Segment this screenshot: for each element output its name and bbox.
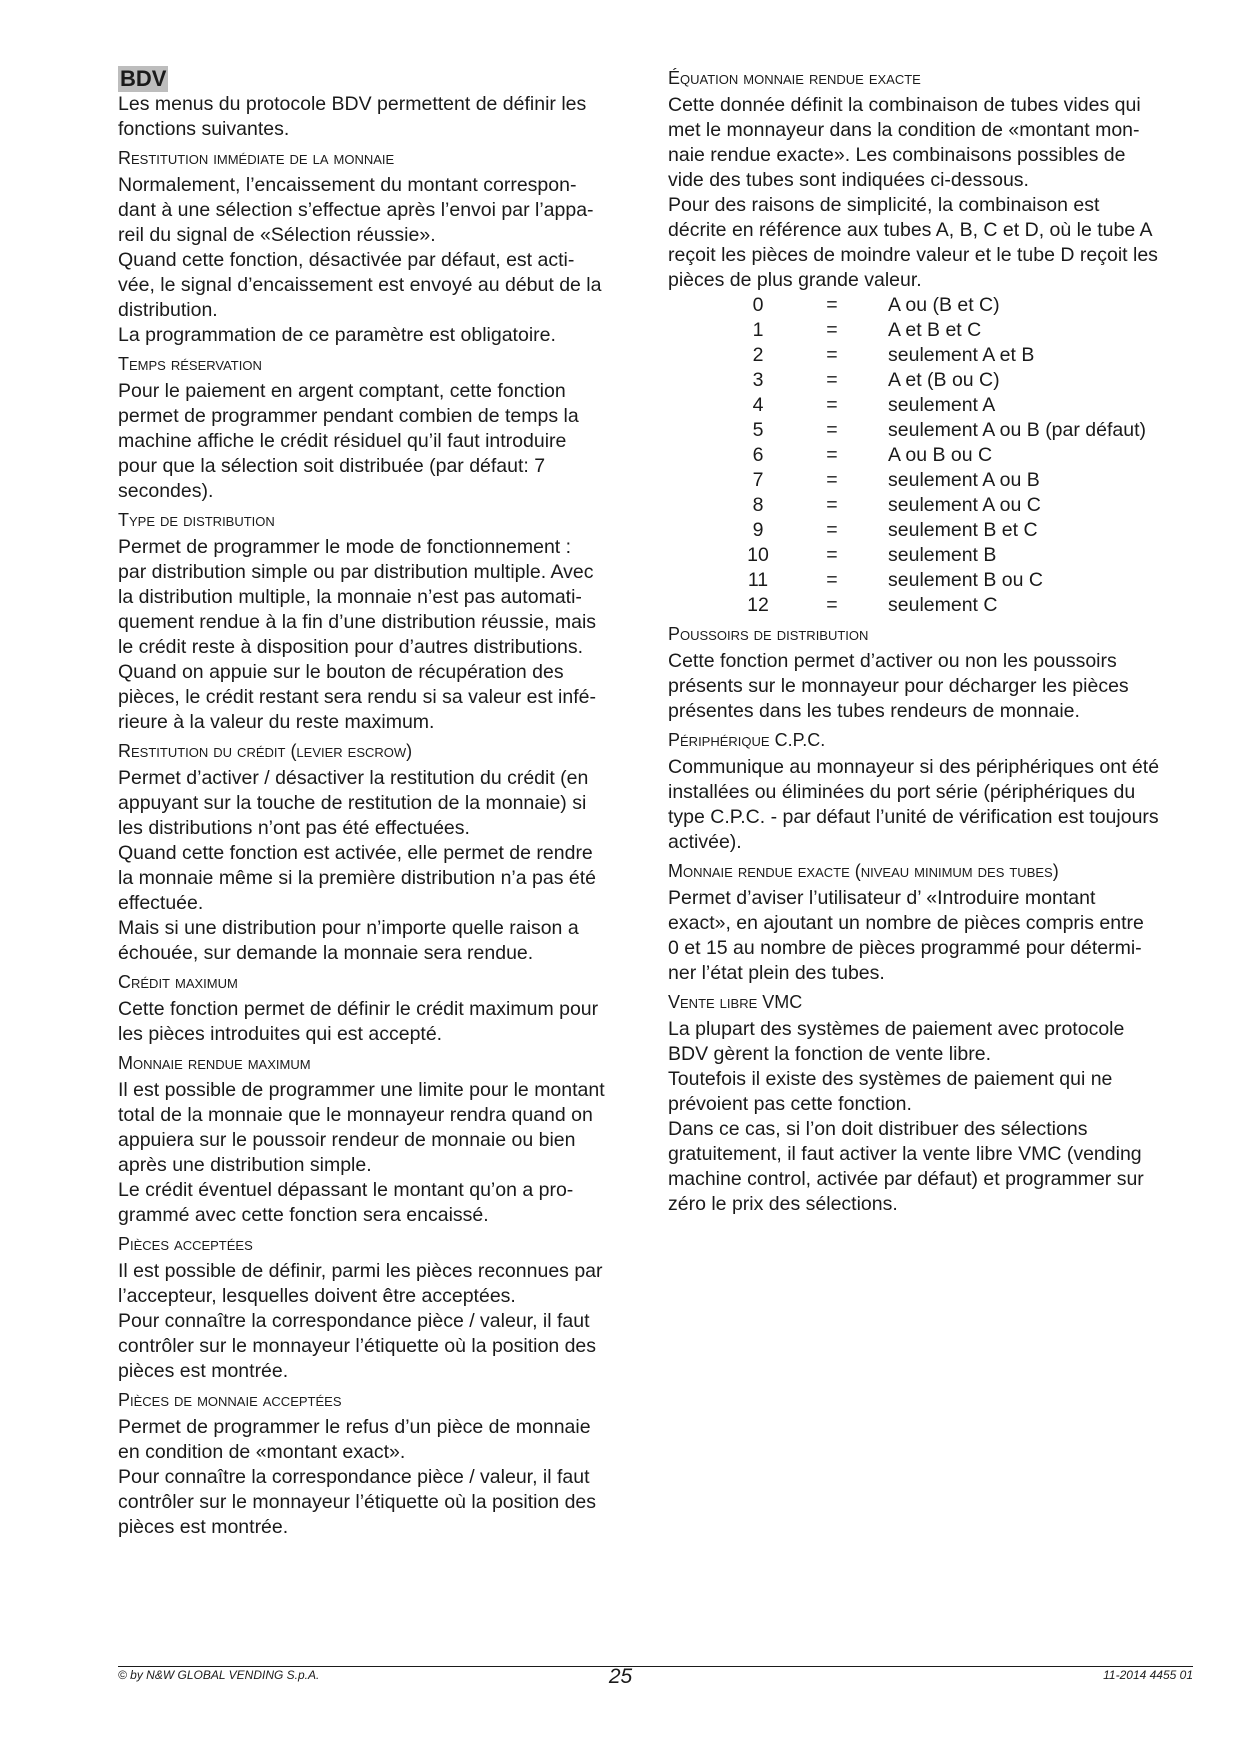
text-line: quement rendue à la fin d’une distribution réussie, mais [118, 611, 597, 633]
text-line: installées ou éliminées du port série (périphériques du [668, 781, 1136, 803]
text-line: Toutefois il existe des systèmes de paiement qui ne [668, 1068, 1113, 1090]
text-line: effectuée. [118, 892, 204, 914]
text-line: Quand on appuie sur le bouton de récupération des [118, 661, 564, 683]
text-line: Permet de programmer le mode de fonctionnement : [118, 536, 572, 558]
text-line: Le crédit éventuel dépassant le montant qu’on a pro- [118, 1179, 574, 1201]
text-line: reil du signal de «Sélection réussie». [118, 224, 436, 246]
section-heading: Restitution du crédit (levier escrow) [118, 741, 413, 761]
text-line: Les menus du protocole BDV permettent de définir les [118, 93, 587, 115]
table-cell: 6 [752, 444, 764, 466]
section-pieces-monnaie-acceptees [118, 1388, 643, 1540]
text-line: le crédit reste à disposition pour d’autres distributions. [118, 636, 583, 658]
section-credit-maximum [118, 970, 643, 1047]
text-line: pièces est montrée. [118, 1516, 289, 1538]
section-type-distribution [118, 508, 643, 735]
text-line: fonctions suivantes. [118, 118, 290, 140]
section-peripherique-cpc [668, 728, 1193, 855]
table-cell: = [826, 294, 838, 316]
text-line: Cette fonction permet d’activer ou non les poussoirs [668, 650, 1117, 672]
section-tag-bdv: BDV [120, 66, 167, 91]
table-cell: 5 [752, 419, 764, 441]
text-line: Pour connaître la correspondance pièce / valeur, il faut [118, 1310, 590, 1332]
text-line: présentes dans les tubes rendeurs de monnaie. [668, 700, 1080, 722]
text-line: naie rendue exacte». Les combinaisons possibles de [668, 144, 1126, 166]
table-cell: = [826, 444, 838, 466]
text-line: met le monnayeur dans la condition de «montant mon- [668, 119, 1140, 141]
text-line: Permet de programmer le refus d’un pièce de monnaie [118, 1416, 591, 1438]
section-equation-monnaie [668, 66, 1193, 618]
section-pieces-acceptees [118, 1232, 643, 1384]
table-cell: 11 [747, 569, 769, 591]
text-line: dant à une sélection s’effectue après l’envoi par l’appa- [118, 199, 594, 221]
section-heading: Pièces acceptées [118, 1234, 253, 1254]
text-line: la monnaie même si la première distribution n’a pas été [118, 867, 596, 889]
table-cell: = [826, 544, 838, 566]
text-line: pièces, le crédit restant sera rendu si sa valeur est infé- [118, 686, 596, 708]
section-heading: Vente libre VMC [668, 992, 803, 1012]
table-row [740, 368, 1146, 393]
tube-combination-table [740, 293, 1146, 618]
text-line: appuyant sur la touche de restitution de la monnaie) si [118, 792, 587, 814]
table-cell: seulement B ou C [888, 569, 1044, 591]
text-line: zéro le prix des sélections. [668, 1193, 898, 1215]
text-line: 0 et 15 au nombre de pièces programmé pour détermi- [668, 937, 1142, 959]
section-heading: Monnaie rendue maximum [118, 1053, 311, 1073]
section-monnaie-rendue-maximum [118, 1051, 643, 1228]
table-cell: A ou (B et C) [888, 294, 1000, 316]
text-line: Cette donnée définit la combinaison de tubes vides qui [668, 94, 1141, 116]
table-cell: seulement A [888, 394, 996, 416]
text-line: pour que la sélection soit distribuée (par défaut: 7 [118, 455, 546, 477]
table-cell: seulement A ou C [888, 494, 1041, 516]
text-line: Il est possible de définir, parmi les pièces reconnues par [118, 1260, 603, 1282]
text-line: vide des tubes sont indiquées ci-dessous. [668, 169, 1029, 191]
text-line: la distribution multiple, la monnaie n’est pas automati- [118, 586, 582, 608]
text-line: Communique au monnayeur si des périphériques ont été [668, 756, 1160, 778]
section-heading: Temps réservation [118, 354, 262, 374]
table-cell: seulement C [888, 594, 998, 616]
table-cell: = [826, 394, 838, 416]
section-restitution-credit [118, 739, 643, 966]
section-heading: Pièces de monnaie acceptées [118, 1390, 342, 1410]
table-cell: 8 [752, 494, 764, 516]
text-line: Quand cette fonction est activée, elle permet de rendre [118, 842, 593, 864]
text-line: pièces de plus grande valeur. [668, 269, 922, 291]
text-line: total de la monnaie que le monnayeur rendra quand on [118, 1104, 593, 1126]
text-line: La programmation de ce paramètre est obligatoire. [118, 324, 556, 346]
table-row [740, 568, 1146, 593]
section-heading: Crédit maximum [118, 972, 238, 992]
table-cell: seulement B [888, 544, 997, 566]
table-cell: A et (B ou C) [888, 369, 1000, 391]
table-cell: A ou B ou C [888, 444, 993, 466]
text-line: grammé avec cette fonction sera encaissé. [118, 1204, 489, 1226]
section-heading: Périphérique C.P.C. [668, 730, 826, 750]
table-cell: 9 [752, 519, 764, 541]
table-cell: A et B et C [888, 319, 982, 341]
text-line: permet de programmer pendant combien de temps la [118, 405, 579, 427]
text-line: décrite en référence aux tubes A, B, C et D, où le tube A [668, 219, 1153, 241]
text-line: Quand cette fonction, désactivée par défaut, est acti- [118, 249, 575, 271]
table-row [740, 393, 1146, 418]
text-line: rieure à la valeur du reste maximum. [118, 711, 435, 733]
text-line: gratuitement, il faut activer la vente libre VMC (vending [668, 1143, 1142, 1165]
text-line: l’accepteur, lesquelles doivent être acceptées. [118, 1285, 516, 1307]
text-line: Pour des raisons de simplicité, la combinaison est [668, 194, 1100, 216]
text-line: distribution. [118, 299, 218, 321]
text-line: les pièces introduites qui est accepté. [118, 1023, 443, 1045]
table-row [740, 468, 1146, 493]
text-line: vée, le signal d’encaissement est envoyé au début de la [118, 274, 602, 296]
table-cell: = [826, 344, 838, 366]
text-line: activée). [668, 831, 742, 853]
table-cell: 0 [752, 294, 764, 316]
table-cell: = [826, 594, 838, 616]
table-cell: 10 [747, 544, 769, 566]
section-vente-libre-vmc [668, 990, 1193, 1217]
table-row [740, 543, 1146, 568]
table-cell: = [826, 369, 838, 391]
table-cell: = [826, 319, 838, 341]
table-cell: 12 [747, 594, 769, 616]
footer-doc-code: 11-2014 4455 01 [1103, 1668, 1193, 1682]
table-row [740, 443, 1146, 468]
table-cell: = [826, 419, 838, 441]
text-line: Dans ce cas, si l’on doit distribuer des sélections [668, 1118, 1088, 1140]
section-heading: Restitution immédiate de la monnaie [118, 148, 395, 168]
page-number: 25 [608, 1665, 633, 1688]
text-line: BDV gèrent la fonction de vente libre. [668, 1043, 992, 1065]
section-heading: Équation monnaie rendue exacte [668, 68, 921, 88]
table-cell: 3 [752, 369, 764, 391]
text-line: Pour le paiement en argent comptant, cette fonction [118, 380, 566, 402]
text-line: Il est possible de programmer une limite pour le montant [118, 1079, 605, 1101]
text-line: Pour connaître la correspondance pièce / valeur, il faut [118, 1466, 590, 1488]
table-cell: seulement B et C [888, 519, 1038, 541]
section-heading: Type de distribution [118, 510, 275, 530]
left-column [118, 66, 643, 1540]
text-line: appuiera sur le poussoir rendeur de monnaie ou bien [118, 1129, 576, 1151]
text-line: Permet d’aviser l’utilisateur d’ «Introduire montant [668, 887, 1096, 909]
table-row [740, 593, 1146, 618]
section-restitution-immediate [118, 146, 643, 348]
table-row [740, 418, 1146, 443]
text-line: par distribution simple ou par distribution multiple. Avec [118, 561, 594, 583]
text-line: Mais si une distribution pour n’importe quelle raison a [118, 917, 579, 939]
text-line: présents sur le monnayeur pour décharger les pièces [668, 675, 1129, 697]
text-line: les distributions n’ont pas été effectuées. [118, 817, 470, 839]
table-row [740, 343, 1146, 368]
table-row [740, 318, 1146, 343]
section-poussoirs-distribution [668, 622, 1193, 724]
table-cell: = [826, 469, 838, 491]
section-temps-reservation [118, 352, 643, 504]
text-line: contrôler sur le monnayeur l’étiquette où la position des [118, 1335, 597, 1357]
text-line: prévoient pas cette fonction. [668, 1093, 912, 1115]
text-line: exact», en ajoutant un nombre de pièces compris entre [668, 912, 1144, 934]
section-monnaie-rendue-exacte [668, 859, 1193, 986]
text-line: secondes). [118, 480, 214, 502]
section-heading: Poussoirs de distribution [668, 624, 869, 644]
text-line: type C.P.C. - par défaut l’unité de vérification est toujours [668, 806, 1159, 828]
text-line: ner l’état plein des tubes. [668, 962, 885, 984]
table-cell: 7 [752, 469, 764, 491]
table-cell: 4 [752, 394, 764, 416]
table-cell: seulement A et B [888, 344, 1035, 366]
table-cell: seulement A ou B [888, 469, 1040, 491]
table-cell: = [826, 494, 838, 516]
text-line: machine affiche le crédit résiduel qu’il faut introduire [118, 430, 567, 452]
table-cell: 2 [752, 344, 764, 366]
text-line: pièces est montrée. [118, 1360, 289, 1382]
section-heading: Monnaie rendue exacte (niveau minimum des tubes) [668, 861, 1059, 881]
text-line: en condition de «montant exact». [118, 1441, 406, 1463]
text-line: reçoit les pièces de moindre valeur et le tube D reçoit les [668, 244, 1158, 266]
table-row [740, 493, 1146, 518]
table-cell: seulement A ou B (par défaut) [888, 419, 1146, 441]
text-line: Permet d’activer / désactiver la restitution du crédit (en [118, 767, 589, 789]
text-line: après une distribution simple. [118, 1154, 372, 1176]
table-cell: = [826, 569, 838, 591]
text-line: Cette fonction permet de définir le crédit maximum pour [118, 998, 599, 1020]
text-line: machine control, activée par défaut) et programmer sur [668, 1168, 1144, 1190]
right-column [668, 66, 1193, 1217]
table-cell: 1 [752, 319, 764, 341]
text-line: contrôler sur le monnayeur l’étiquette où la position des [118, 1491, 597, 1513]
text-line: Normalement, l’encaissement du montant correspon- [118, 174, 577, 196]
table-row [740, 518, 1146, 543]
text-line: La plupart des systèmes de paiement avec protocole [668, 1018, 1125, 1040]
table-cell: = [826, 519, 838, 541]
text-line: échouée, sur demande la monnaie sera rendue. [118, 942, 534, 964]
table-row [740, 293, 1146, 318]
footer-copyright: © by N&W GLOBAL VENDING S.p.A. [118, 1668, 320, 1682]
intro-text [118, 92, 643, 142]
